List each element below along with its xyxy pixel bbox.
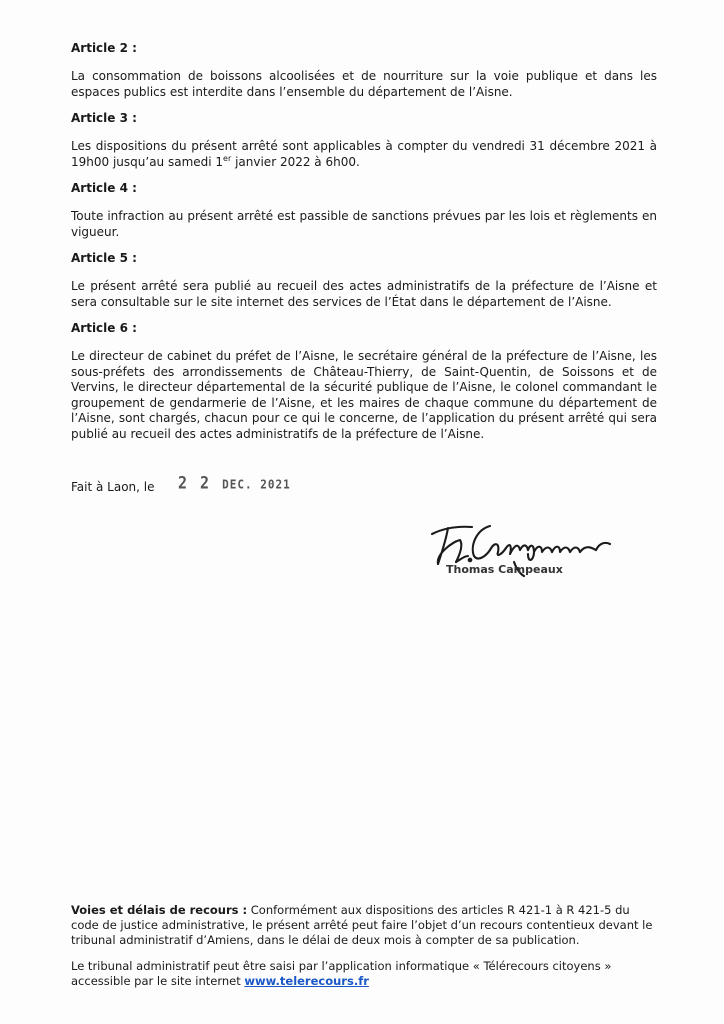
article-2-title: Article 2 : bbox=[71, 41, 137, 55]
signer-name: Thomas Campeaux bbox=[446, 563, 563, 576]
date-stamp-month-year: DEC. 2021 bbox=[222, 477, 291, 492]
article-2 bbox=[71, 40, 657, 100]
articles-section bbox=[71, 40, 657, 452]
telerecours-notice bbox=[71, 959, 657, 989]
date-stamp bbox=[178, 473, 291, 493]
article-4 bbox=[71, 180, 657, 240]
article-3-text-a: Les dispositions du présent arrêté sont applicables à compter du vendredi 31 décembre 2021 à 19h00 jusqu’au samedi 1 bbox=[71, 139, 657, 169]
article-6-title: Article 6 : bbox=[71, 321, 137, 335]
article-4-text: Toute infraction au présent arrêté est passible de sanctions prévues par les lois et règlements en vigueur. bbox=[71, 209, 657, 239]
article-4-title: Article 4 : bbox=[71, 181, 137, 195]
appeal-label: Voies et délais de recours : bbox=[71, 903, 248, 917]
article-6-text: Le directeur de cabinet du préfet de l’Aisne, le secrétaire général de la préfecture de l’Aisne, les sous-préfets des arrondissements de Château-Thierry, de Saint-Quentin, de Soissons et de Vervins, le directeur départemental de la sécurité publique de l’Aisne, le colonel commandant le groupement de gendarmerie de l’Aisne, et les maires de chaque commune du département de l’Aisne, sont chargés, chacun pour ce qui le concerne, de l’application du présent arrêté qui sera publié au recueil des actes administratifs de la préfecture de l’Aisne. bbox=[71, 349, 657, 441]
article-6 bbox=[71, 320, 657, 442]
article-3-text bbox=[71, 139, 657, 170]
article-3-text-b: janvier 2022 à 6h00. bbox=[231, 154, 360, 169]
article-3-title: Article 3 : bbox=[71, 111, 137, 125]
article-2-text: La consommation de boissons alcoolisées et de nourriture sur la voie publique et dans les espaces publics est interdite dans l’ensemble du département de l’Aisne. bbox=[71, 69, 657, 99]
footer-section bbox=[71, 903, 657, 1000]
article-5 bbox=[71, 250, 657, 310]
telerecours-link[interactable]: www.telerecours.fr bbox=[244, 974, 369, 988]
article-5-title: Article 5 : bbox=[71, 251, 137, 265]
appeal-text: Conformément aux dispositions des articles R 421-1 à R 421-5 du code de justice administrative, le présent arrêté peut faire l’objet d’un recours contentieux devant le tribunal administratif d’Amiens, dans le délai de deux mois à compter de sa publication. bbox=[71, 903, 653, 947]
article-3 bbox=[71, 110, 657, 170]
date-stamp-day: 2 2 bbox=[178, 473, 212, 493]
article-5-text: Le présent arrêté sera publié au recueil des actes administratifs de la préfecture de l’Aisne et sera consultable sur le site internet des services de l’État dans le département de l’Aisne. bbox=[71, 279, 657, 309]
appeal-notice bbox=[71, 903, 657, 948]
article-3-sup: er bbox=[223, 153, 232, 163]
place-date-label: Fait à Laon, le bbox=[71, 480, 155, 494]
telerecours-text: Le tribunal administratif peut être saisi par l’application informatique « Télérecours citoyens » accessible par le site internet bbox=[71, 959, 612, 988]
